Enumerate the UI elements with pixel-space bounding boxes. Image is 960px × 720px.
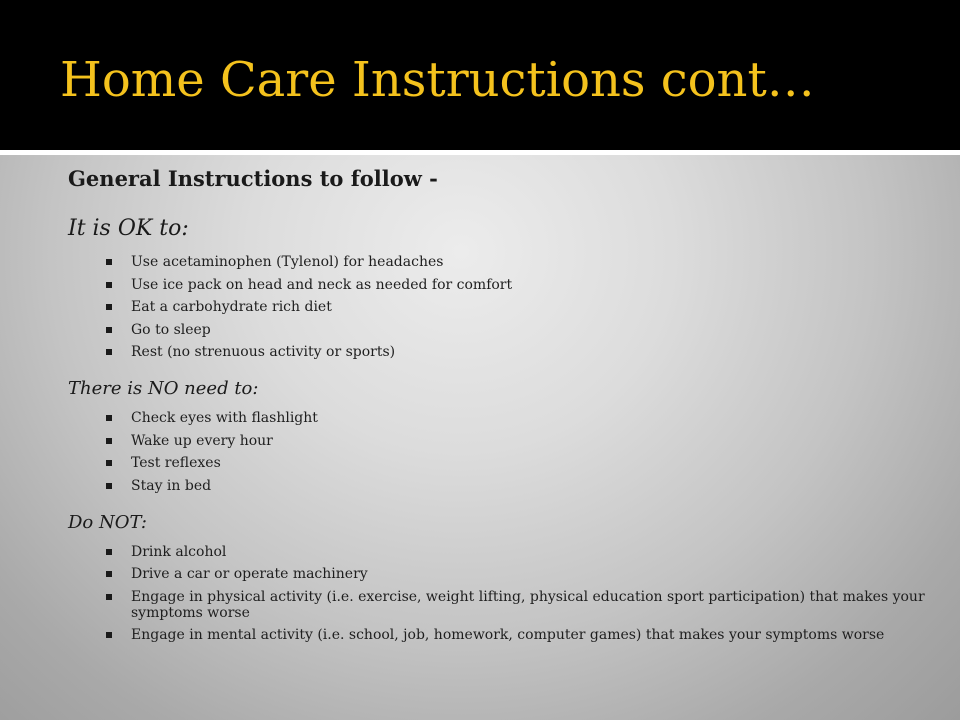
list-item-text: Drink alcohol: [131, 543, 227, 560]
list-item-text: Engage in physical activity (i.e. exercise, weight lifting, physical education sport participation) that makes your symptoms worse: [131, 588, 925, 621]
list-item-text: Rest (no strenuous activity or sports): [131, 344, 396, 360]
list-item: [68, 433, 928, 449]
list-no-need-to: [68, 410, 928, 494]
list-ok-to: [68, 254, 928, 360]
section-heading-do-not: Do NOT:: [68, 511, 147, 533]
square-bullet-icon: [106, 632, 112, 638]
square-bullet-icon: [106, 438, 112, 444]
section-do-not: [68, 511, 928, 644]
list-do-not: [68, 544, 928, 644]
list-item-text: Test reflexes: [131, 455, 221, 471]
list-item: [68, 627, 928, 643]
square-bullet-icon: [106, 327, 112, 333]
slide-subtitle: General Instructions to follow -: [68, 166, 438, 191]
square-bullet-icon: [106, 304, 112, 310]
list-item: [68, 566, 928, 582]
list-item-text: Drive a car or operate machinery: [131, 566, 368, 582]
square-bullet-icon: [106, 349, 112, 355]
list-item-text: Check eyes with flashlight: [131, 410, 318, 426]
list-item-text: Wake up every hour: [131, 432, 273, 449]
section-ok-to: [68, 214, 928, 360]
list-item: [68, 322, 928, 338]
list-item: [68, 544, 928, 560]
square-bullet-icon: [106, 571, 112, 577]
list-item: [68, 410, 928, 426]
list-item: [68, 478, 928, 494]
list-item: [68, 254, 928, 270]
square-bullet-icon: [106, 483, 112, 489]
list-item-text: Stay in bed: [131, 477, 212, 494]
list-item-text: Engage in mental activity (i.e. school, job, homework, computer games) that makes your symptoms worse: [131, 627, 885, 643]
list-item: [68, 589, 928, 621]
section-heading-no-need-to: There is NO need to:: [68, 378, 259, 399]
square-bullet-icon: [106, 594, 112, 600]
section-heading-ok-to: It is OK to:: [68, 216, 189, 241]
section-no-need-to: [68, 377, 928, 494]
square-bullet-icon: [106, 415, 112, 421]
list-item-text: Use acetaminophen (Tylenol) for headaches: [131, 254, 444, 270]
slide-content: [68, 163, 928, 660]
list-item-text: Use ice pack on head and neck as needed for comfort: [131, 276, 513, 293]
title-divider: [0, 150, 960, 155]
square-bullet-icon: [106, 259, 112, 265]
square-bullet-icon: [106, 460, 112, 466]
list-item: [68, 277, 928, 293]
square-bullet-icon: [106, 549, 112, 555]
square-bullet-icon: [106, 282, 112, 288]
list-item: [68, 344, 928, 360]
slide-title: Home Care Instructions cont…: [60, 52, 815, 108]
list-item: [68, 455, 928, 471]
list-item-text: Go to sleep: [131, 321, 211, 338]
list-item: [68, 299, 928, 315]
list-item-text: Eat a carbohydrate rich diet: [131, 299, 332, 315]
